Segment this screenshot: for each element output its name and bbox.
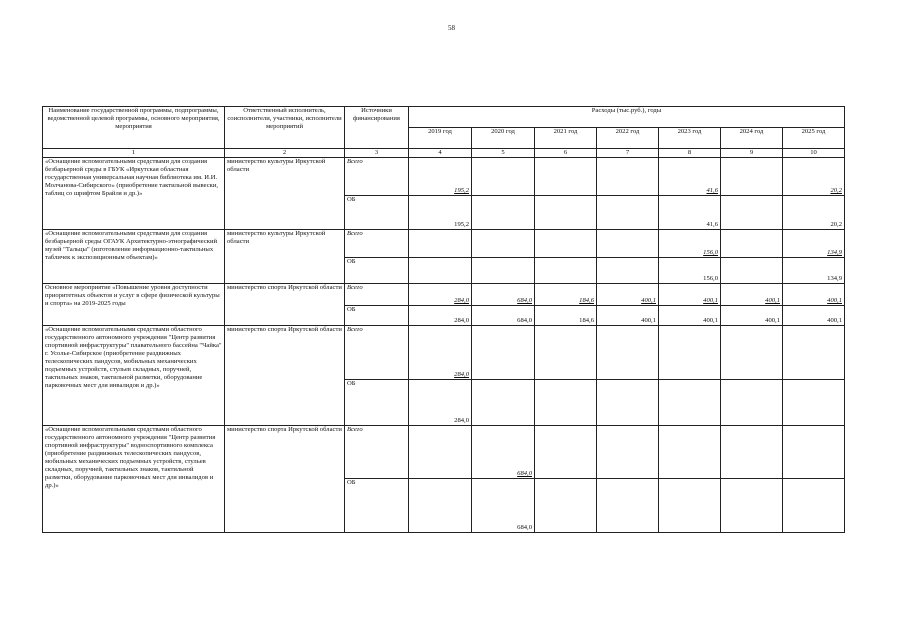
table-row-total bbox=[43, 158, 845, 196]
activity-name: «Оснащение вспомогательными средствами областного государственного автономного учреждения "Центр развития спортивной инфраструктуры" плавательного бассейна "Чайка" г. Усолье-Сибирское (приобретение раздвижных телескопических пандусов, мобильных механических подъемных устройств, стульев складных, поручней, тактильных знаков, тактильной разметки, оборудование парковочных мест для инвалидов и др.)» bbox=[43, 326, 225, 426]
table-row-total bbox=[43, 284, 845, 306]
table-row-total bbox=[43, 326, 845, 380]
column-number-row bbox=[43, 149, 845, 158]
total-value bbox=[783, 426, 845, 479]
ob-value bbox=[535, 479, 597, 533]
source-total-label: Всего bbox=[345, 284, 409, 306]
source-total-label: Всего bbox=[345, 230, 409, 258]
column-number: 6 bbox=[535, 149, 597, 158]
year-header: 2025 год bbox=[783, 128, 845, 149]
total-value bbox=[535, 326, 597, 380]
ob-value bbox=[659, 380, 721, 426]
source-total-label: Всего bbox=[345, 426, 409, 479]
ob-value: 41,6 bbox=[659, 196, 721, 230]
ob-value bbox=[472, 380, 535, 426]
total-value: 400,1 bbox=[783, 284, 845, 306]
total-value bbox=[472, 158, 535, 196]
ob-value: 156,0 bbox=[659, 258, 721, 284]
ob-value: 284,0 bbox=[409, 306, 472, 326]
activity-name: «Оснащение вспомогательными средствами для создания безбарьерной среды ОГАУК Архитектурно-этнографический музей "Тальцы" (изготовление информационно-тактильных табличек к экспозиционным объектам)» bbox=[43, 230, 225, 284]
column-number: 3 bbox=[345, 149, 409, 158]
total-value: 195,2 bbox=[409, 158, 472, 196]
ob-value bbox=[659, 479, 721, 533]
total-value bbox=[659, 326, 721, 380]
ob-value: 284,0 bbox=[409, 380, 472, 426]
header-name: Наименование государственной программы, подпрограммы, ведомственной целевой программы, основного мероприятия, мероприятия bbox=[43, 107, 225, 149]
ob-value: 684,0 bbox=[472, 306, 535, 326]
column-number: 8 bbox=[659, 149, 721, 158]
total-value: 400,1 bbox=[597, 284, 659, 306]
year-header: 2023 год bbox=[659, 128, 721, 149]
source-total-label: Всего bbox=[345, 158, 409, 196]
total-value bbox=[597, 230, 659, 258]
total-value bbox=[409, 426, 472, 479]
source-ob-label: ОБ bbox=[345, 306, 409, 326]
total-value bbox=[597, 158, 659, 196]
activity-name: Основное мероприятие «Повышение уровня доступности приоритетных объектов и услуг в сфере физической культуры и спорта» на 2019-2025 годы bbox=[43, 284, 225, 326]
total-value: 41,6 bbox=[659, 158, 721, 196]
activity-name: «Оснащение вспомогательными средствами для создания безбарьерной среды в ГБУК «Иркутская областная государственная универсальная научная библиотека им. И.И. Молчанова-Сибирского» (приобретение тактильной вывески, таблиц со шрифтом Брайля и др.)» bbox=[43, 158, 225, 230]
total-value: 684,0 bbox=[472, 426, 535, 479]
total-value bbox=[472, 326, 535, 380]
ob-value: 684,0 bbox=[472, 479, 535, 533]
activity-name: «Оснащение вспомогательными средствами областного государственного автономного учреждения "Центр развития спортивной инфраструктуры" водноспортивного комплекса (приобретение раздвижных телескопических пандусов, мобильных механических подъемных устройств, стульев складных, поручней, тактильных знаков, тактильной разметки, оборудование парковочных мест для инвалидов и др.)» bbox=[43, 426, 225, 533]
column-number: 9 bbox=[721, 149, 783, 158]
ob-value bbox=[721, 380, 783, 426]
total-value bbox=[659, 426, 721, 479]
year-header: 2021 год bbox=[535, 128, 597, 149]
header-funding-source: Источники финансирования bbox=[345, 107, 409, 149]
ob-value bbox=[721, 196, 783, 230]
ob-value bbox=[721, 479, 783, 533]
ob-value bbox=[472, 258, 535, 284]
total-value: 684,0 bbox=[472, 284, 535, 306]
total-value bbox=[721, 230, 783, 258]
ob-value bbox=[597, 380, 659, 426]
total-value bbox=[409, 230, 472, 258]
ob-value bbox=[535, 258, 597, 284]
total-value bbox=[597, 326, 659, 380]
column-number: 4 bbox=[409, 149, 472, 158]
header-responsible: Ответственный исполнитель, соисполнители, участники, исполнители мероприятий bbox=[225, 107, 345, 149]
year-header: 2024 год bbox=[721, 128, 783, 149]
total-value: 20,2 bbox=[783, 158, 845, 196]
page-number: 58 bbox=[448, 24, 455, 32]
column-number: 10 bbox=[783, 149, 845, 158]
total-value bbox=[721, 426, 783, 479]
total-value: 184,6 bbox=[535, 284, 597, 306]
total-value: 134,9 bbox=[783, 230, 845, 258]
ob-value: 400,1 bbox=[659, 306, 721, 326]
total-value bbox=[472, 230, 535, 258]
source-ob-label: ОБ bbox=[345, 479, 409, 533]
table-row-total bbox=[43, 230, 845, 258]
table-row-total bbox=[43, 426, 845, 479]
total-value bbox=[721, 158, 783, 196]
column-number: 7 bbox=[597, 149, 659, 158]
ob-value: 20,2 bbox=[783, 196, 845, 230]
total-value: 156,0 bbox=[659, 230, 721, 258]
column-number: 5 bbox=[472, 149, 535, 158]
responsible-executor: министерство культуры Иркутской области bbox=[225, 158, 345, 230]
ob-value bbox=[783, 479, 845, 533]
ob-value bbox=[409, 479, 472, 533]
total-value: 400,1 bbox=[659, 284, 721, 306]
year-header: 2020 год bbox=[472, 128, 535, 149]
source-total-label: Всего bbox=[345, 326, 409, 380]
total-value bbox=[535, 158, 597, 196]
ob-value bbox=[597, 479, 659, 533]
ob-value: 195,2 bbox=[409, 196, 472, 230]
total-value: 284,0 bbox=[409, 326, 472, 380]
header-expenditures: Расходы (тыс.руб.), годы bbox=[409, 107, 845, 128]
total-value bbox=[597, 426, 659, 479]
total-value bbox=[535, 426, 597, 479]
ob-value: 400,1 bbox=[597, 306, 659, 326]
source-ob-label: ОБ bbox=[345, 258, 409, 284]
year-header: 2022 год bbox=[597, 128, 659, 149]
ob-value bbox=[535, 380, 597, 426]
total-value bbox=[783, 326, 845, 380]
ob-value bbox=[783, 380, 845, 426]
ob-value bbox=[597, 258, 659, 284]
source-ob-label: ОБ bbox=[345, 380, 409, 426]
expenditure-table bbox=[42, 106, 845, 533]
ob-value bbox=[472, 196, 535, 230]
responsible-executor: министерство спорта Иркутской области bbox=[225, 426, 345, 533]
ob-value: 400,1 bbox=[783, 306, 845, 326]
ob-value bbox=[535, 196, 597, 230]
ob-value bbox=[409, 258, 472, 284]
responsible-executor: министерство спорта Иркутской области bbox=[225, 284, 345, 326]
responsible-executor: министерство культуры Иркутской области bbox=[225, 230, 345, 284]
ob-value: 184,6 bbox=[535, 306, 597, 326]
total-value bbox=[721, 326, 783, 380]
ob-value bbox=[597, 196, 659, 230]
total-value: 400,1 bbox=[721, 284, 783, 306]
column-number: 2 bbox=[225, 149, 345, 158]
source-ob-label: ОБ bbox=[345, 196, 409, 230]
ob-value bbox=[721, 258, 783, 284]
ob-value: 400,1 bbox=[721, 306, 783, 326]
total-value bbox=[535, 230, 597, 258]
responsible-executor: министерство спорта Иркутской области bbox=[225, 326, 345, 426]
column-number: 1 bbox=[43, 149, 225, 158]
ob-value: 134,9 bbox=[783, 258, 845, 284]
total-value: 284,0 bbox=[409, 284, 472, 306]
year-header: 2019 год bbox=[409, 128, 472, 149]
